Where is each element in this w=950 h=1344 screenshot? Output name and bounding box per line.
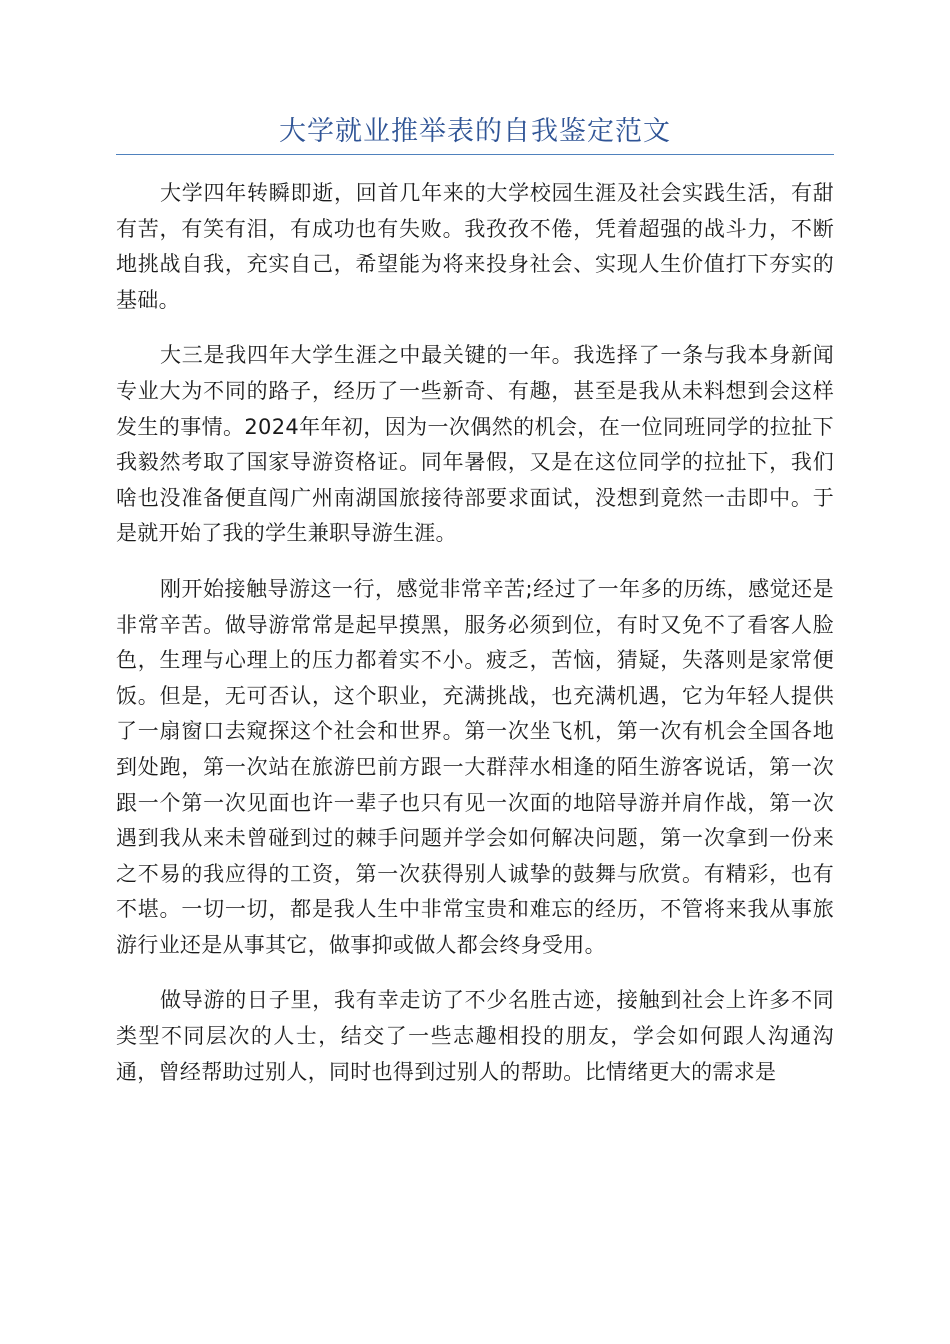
paragraph-2: 大三是我四年大学生涯之中最关键的一年。我选择了一条与我本身新闻专业大为不同的路子，经历了一些新奇、有趣，甚至是我从未料想到会这样发生的事情。2024年年初，因为一次偶然的机会，在一位同班同学的拉扯下我毅然考取了国家导游资格证。同年暑假，又是在这位同学的拉扯下，我们啥也没准备便直闯广州南湖国旅接待部要求面试，没想到竟然一击即中。于是就开始了我的学生兼职导游生涯。 — [116, 343, 834, 546]
document-body — [116, 176, 834, 1110]
paragraph-4: 做导游的日子里，我有幸走访了不少名胜古迹，接触到社会上许多不同类型不同层次的人士，结交了一些志趣相投的朋友，学会如何跟人沟通沟通，曾经帮助过别人，同时也得到过别人的帮助。比情绪更大的需求是 — [116, 988, 834, 1084]
document-title: 大学就业推举表的自我鉴定范文 — [279, 116, 671, 147]
paragraph-1: 大学四年转瞬即逝，回首几年来的大学校园生涯及社会实践生活，有甜有苦，有笑有泪，有成功也有失败。我孜孜不倦，凭着超强的战斗力，不断地挑战自我，充实自己，希望能为将来投身社会、实现人生价值打下夯实的基础。 — [116, 181, 834, 312]
paragraph-3: 刚开始接触导游这一行，感觉非常辛苦;经过了一年多的历练，感觉还是非常辛苦。做导游常常是起早摸黑，服务必须到位，有时又免不了看客人脸色，生理与心理上的压力都着实不小。疲乏，苦恼，猜疑，失落则是家常便饭。但是，无可否认，这个职业，充满挑战，也充满机遇，它为年轻人提供了一扇窗口去窥探这个社会和世界。第一次坐飞机，第一次有机会全国各地到处跑，第一次站在旅游巴前方跟一大群萍水相逢的陌生游客说话，第一次跟一个第一次见面也许一辈子也只有见一次面的地陪导游并肩作战，第一次遇到我从来未曾碰到过的棘手问题并学会如何解决问题，第一次拿到一份来之不易的我应得的工资，第一次获得别人诚挚的鼓舞与欣赏。有精彩，也有不堪。一切一切，都是我人生中非常宝贵和难忘的经历，不管将来我从事旅游行业还是从事其它，做事抑或做人都会终身受用。 — [116, 576, 834, 957]
title-underline — [116, 154, 834, 155]
